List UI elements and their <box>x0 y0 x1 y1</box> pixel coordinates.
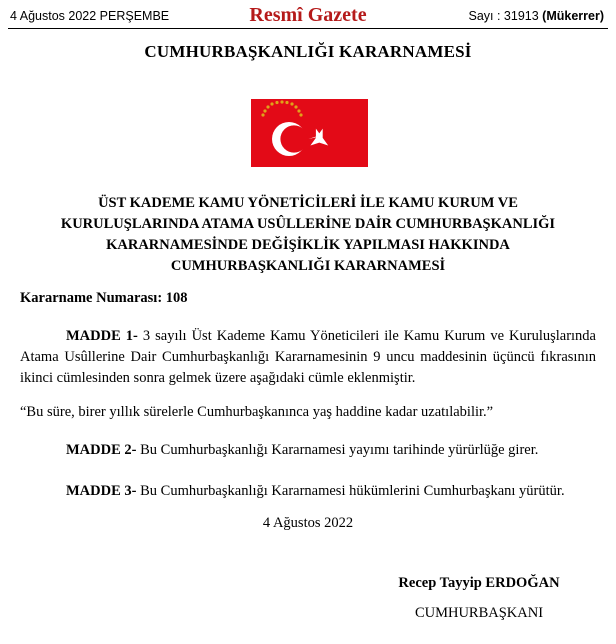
turkish-flag-emblem-icon <box>251 99 368 167</box>
issue-label: Sayı : 31913 <box>468 9 539 23</box>
article-label: MADDE 3- <box>66 483 137 499</box>
title-line: CUMHURBAŞKANLIĞI KARARNAMESİ <box>170 258 446 274</box>
decree-date: 4 Ağustos 2022 <box>262 515 354 531</box>
title-line: KARARNAMESİNDE DEĞİŞİKLİK YAPILMASI HAKKINDA <box>106 237 510 253</box>
issue-note: (Mükerrer) <box>542 9 604 23</box>
gazette-header <box>0 4 616 26</box>
article-label: MADDE 1- <box>66 328 138 344</box>
article-2 <box>20 440 596 461</box>
signatory-title: CUMHURBAŞKANI <box>414 605 544 621</box>
title-line: ÜST KADEME KAMU YÖNETİCİLERİ İLE KAMU KURUM VE <box>98 195 518 211</box>
article-text: 3 sayılı Üst Kademe Kamu Yöneticileri ile Kamu Kurum ve Kuruluşlarında Atama Usûllerine Dair Cumhurbaşkanlığı Kararnamesinin 9 uncu maddesinin üçüncü fıkrasının ikinci cümlesinden sonra gelmek üzere aşağıdaki cümle eklenmiştir. <box>20 328 596 386</box>
inserted-sentence: “Bu süre, birer yıllık sürelerle Cumhurbaşkanınca yaş haddine kadar uzatılabilir.” <box>20 404 494 420</box>
flag-field <box>251 99 368 167</box>
decree-number: Kararname Numarası: 108 <box>20 290 188 306</box>
decree-title <box>40 193 576 277</box>
issue-number <box>468 9 604 23</box>
signatory-name: Recep Tayyip ERDOĞAN <box>398 575 560 591</box>
article-3 <box>20 481 596 502</box>
article-label: MADDE 2- <box>66 442 137 458</box>
article-text: Bu Cumhurbaşkanlığı Kararnamesi yayımı tarihinde yürürlüğe girer. <box>136 442 539 458</box>
crescent-inner <box>280 125 307 152</box>
header-divider <box>8 28 608 29</box>
article-text: Bu Cumhurbaşkanlığı Kararnamesi hükümlerini Cumhurbaşkanı yürütür. <box>136 483 565 499</box>
title-line: KURULUŞLARINDA ATAMA USÛLLERİNE DAİR CUMHURBAŞKANLIĞI <box>60 216 556 232</box>
article-1 <box>20 326 596 389</box>
header-date: 4 Ağustos 2022 PERŞEMBE <box>10 9 170 23</box>
document-type: CUMHURBAŞKANLIĞI KARARNAMESİ <box>144 42 472 61</box>
gazette-name: Resmî Gazete <box>249 4 367 26</box>
